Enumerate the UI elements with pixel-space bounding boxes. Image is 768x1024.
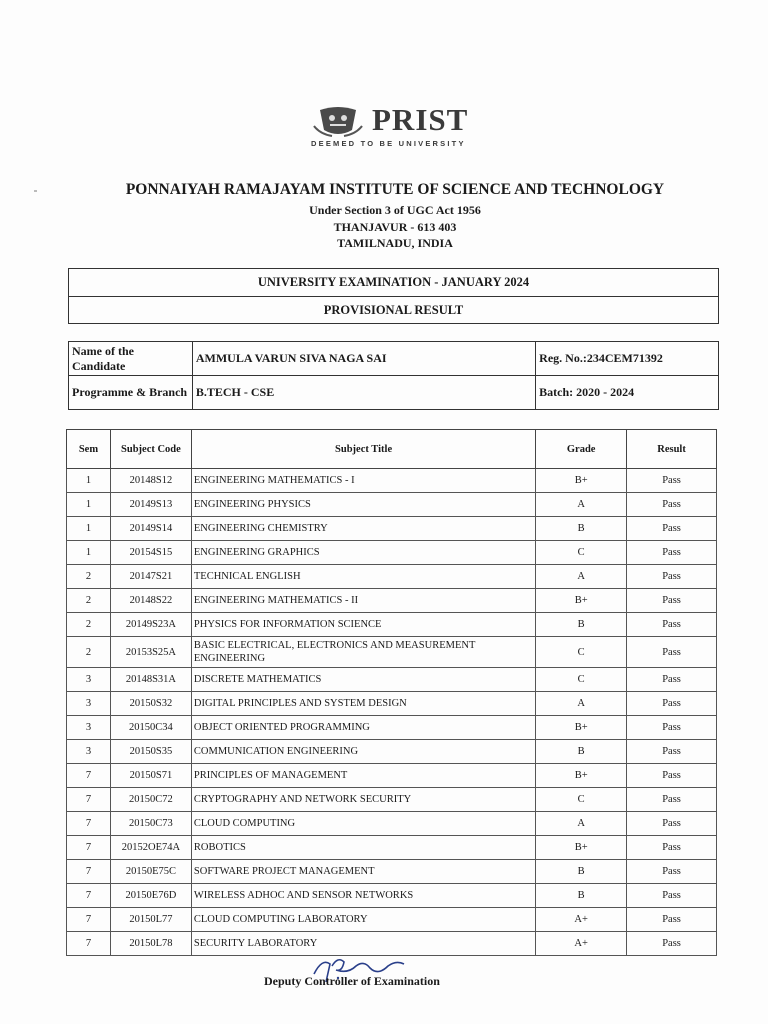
logo-name: PRIST — [372, 102, 469, 137]
grade-cell: B+ — [536, 716, 627, 740]
result-cell: Pass — [627, 860, 717, 884]
subject-title-cell: SECURITY LABORATORY — [191, 932, 535, 956]
subject-title-cell: COMMUNICATION ENGINEERING — [191, 740, 535, 764]
grade-cell: A — [536, 565, 627, 589]
grade-cell: B — [536, 884, 627, 908]
result-row — [67, 908, 717, 932]
results-body — [67, 469, 717, 956]
sem-cell: 7 — [67, 788, 111, 812]
sem-cell: 2 — [67, 565, 111, 589]
subject-title-cell: CLOUD COMPUTING LABORATORY — [191, 908, 535, 932]
programme-value: B.TECH - CSE — [192, 376, 535, 410]
subject-code-cell: 20152OE74A — [110, 836, 191, 860]
subject-code-cell: 20153S25A — [110, 637, 191, 668]
subject-code-cell: 20154S15 — [110, 541, 191, 565]
subject-title-cell: TECHNICAL ENGLISH — [191, 565, 535, 589]
subject-code-cell: 20147S21 — [110, 565, 191, 589]
institution-line-2: THANJAVUR - 613 403 — [333, 220, 457, 234]
subject-code-cell: 20150C34 — [110, 716, 191, 740]
sem-cell: 3 — [67, 716, 111, 740]
subject-title-cell: PRINCIPLES OF MANAGEMENT — [191, 764, 535, 788]
programme-label: Programme & Branch — [69, 376, 193, 410]
result-cell: Pass — [627, 884, 717, 908]
grade-cell: C — [536, 541, 627, 565]
institution-line-1: Under Section 3 of UGC Act 1956 — [309, 203, 481, 217]
result-cell: Pass — [627, 740, 717, 764]
sem-cell: 2 — [67, 589, 111, 613]
result-row — [67, 613, 717, 637]
subject-title-cell: CLOUD COMPUTING — [191, 812, 535, 836]
exam-title: UNIVERSITY EXAMINATION - JANUARY 2024 — [257, 275, 530, 289]
subject-title-cell: ENGINEERING CHEMISTRY — [191, 517, 535, 541]
grade-cell: A — [536, 692, 627, 716]
grade-cell: A+ — [536, 908, 627, 932]
subject-title-cell: CRYPTOGRAPHY AND NETWORK SECURITY — [191, 788, 535, 812]
result-row — [67, 541, 717, 565]
subject-code-cell: 20149S14 — [110, 517, 191, 541]
header-subject-title: Subject Title — [191, 430, 535, 469]
candidate-row-name — [69, 342, 719, 376]
result-cell: Pass — [627, 517, 717, 541]
header-subject-code: Subject Code — [110, 430, 191, 469]
result-cell: Pass — [627, 836, 717, 860]
result-row — [67, 493, 717, 517]
sem-cell: 3 — [67, 740, 111, 764]
subject-code-cell: 20150E75C — [110, 860, 191, 884]
result-row — [67, 565, 717, 589]
subject-code-cell: 20150C73 — [110, 812, 191, 836]
institution-name: PONNAIYAH RAMAJAYAM INSTITUTE OF SCIENCE AND TECHNOLOGY — [125, 181, 665, 198]
subject-title-cell: ENGINEERING GRAPHICS — [191, 541, 535, 565]
sem-cell: 1 — [67, 469, 111, 493]
result-row — [67, 716, 717, 740]
subject-title-cell: BASIC ELECTRICAL, ELECTRONICS AND MEASUREMENT ENGINEERING — [191, 637, 535, 668]
result-row — [67, 469, 717, 493]
subject-code-cell: 20150C72 — [110, 788, 191, 812]
sem-cell: 7 — [67, 884, 111, 908]
prist-logo — [310, 102, 500, 152]
result-cell: Pass — [627, 493, 717, 517]
candidate-name: AMMULA VARUN SIVA NAGA SAI — [192, 342, 535, 376]
result-cell: Pass — [627, 565, 717, 589]
sem-cell: 1 — [67, 493, 111, 517]
grade-cell: B+ — [536, 764, 627, 788]
subject-code-cell: 20149S13 — [110, 493, 191, 517]
result-cell: Pass — [627, 469, 717, 493]
exam-title-box — [68, 268, 719, 324]
sem-cell: 7 — [67, 932, 111, 956]
header-result: Result — [627, 430, 717, 469]
result-cell: Pass — [627, 589, 717, 613]
candidate-row-programme — [69, 376, 719, 410]
sem-cell: 1 — [67, 517, 111, 541]
result-row — [67, 764, 717, 788]
result-cell: Pass — [627, 716, 717, 740]
sem-cell: 3 — [67, 668, 111, 692]
emblem-icon — [310, 104, 366, 140]
subject-title-cell: ENGINEERING MATHEMATICS - I — [191, 469, 535, 493]
grade-cell: B+ — [536, 469, 627, 493]
subject-code-cell: 20149S23A — [110, 613, 191, 637]
sem-cell: 2 — [67, 613, 111, 637]
grade-cell: A+ — [536, 932, 627, 956]
result-cell: Pass — [627, 788, 717, 812]
subject-code-cell: 20148S12 — [110, 469, 191, 493]
signature-label: Deputy Controller of Examination — [264, 974, 440, 988]
grade-cell: B — [536, 860, 627, 884]
grade-cell: B — [536, 517, 627, 541]
result-row — [67, 740, 717, 764]
sem-cell: 7 — [67, 860, 111, 884]
subject-title-cell: WIRELESS ADHOC AND SENSOR NETWORKS — [191, 884, 535, 908]
results-header-row — [67, 430, 717, 469]
subject-title-cell: ROBOTICS — [191, 836, 535, 860]
batch-value: Batch: 2020 - 2024 — [536, 376, 719, 410]
result-row — [67, 668, 717, 692]
grade-cell: A — [536, 493, 627, 517]
candidate-table — [68, 341, 719, 410]
result-row — [67, 836, 717, 860]
institution-line-3: TAMILNADU, INDIA — [337, 236, 453, 250]
sem-cell: 1 — [67, 541, 111, 565]
results-table — [66, 429, 717, 956]
grade-cell: B+ — [536, 836, 627, 860]
grade-cell: B+ — [536, 589, 627, 613]
result-row — [67, 637, 717, 668]
grade-cell: A — [536, 812, 627, 836]
sem-cell: 7 — [67, 908, 111, 932]
result-cell: Pass — [627, 932, 717, 956]
subject-code-cell: 20148S31A — [110, 668, 191, 692]
result-row — [67, 932, 717, 956]
grade-cell: C — [536, 637, 627, 668]
grade-cell: C — [536, 668, 627, 692]
subject-code-cell: 20150S35 — [110, 740, 191, 764]
result-row — [67, 692, 717, 716]
logo-tagline: DEEMED TO BE UNIVERSITY — [311, 139, 466, 148]
result-cell: Pass — [627, 613, 717, 637]
reg-number: Reg. No.:234CEM71392 — [536, 342, 719, 376]
result-row — [67, 788, 717, 812]
subject-title-cell: DISCRETE MATHEMATICS — [191, 668, 535, 692]
result-row — [67, 860, 717, 884]
sem-cell: 7 — [67, 764, 111, 788]
header-sem: Sem — [67, 430, 111, 469]
result-cell: Pass — [627, 692, 717, 716]
result-cell: Pass — [627, 908, 717, 932]
subject-title-cell: OBJECT ORIENTED PROGRAMMING — [191, 716, 535, 740]
sem-cell: 2 — [67, 637, 111, 668]
result-row — [67, 517, 717, 541]
subject-code-cell: 20150E76D — [110, 884, 191, 908]
result-row — [67, 812, 717, 836]
subject-code-cell: 20150S71 — [110, 764, 191, 788]
result-cell: Pass — [627, 764, 717, 788]
exam-subtitle: PROVISIONAL RESULT — [69, 296, 718, 324]
sem-cell: 3 — [67, 692, 111, 716]
subject-title-cell: ENGINEERING PHYSICS — [191, 493, 535, 517]
subject-code-cell: 20148S22 — [110, 589, 191, 613]
result-cell: Pass — [627, 812, 717, 836]
result-cell: Pass — [627, 541, 717, 565]
name-label: Name of the Candidate — [69, 342, 193, 376]
grade-cell: B — [536, 740, 627, 764]
header-grade: Grade — [536, 430, 627, 469]
subject-title-cell: PHYSICS FOR INFORMATION SCIENCE — [191, 613, 535, 637]
subject-title-cell: ENGINEERING MATHEMATICS - II — [191, 589, 535, 613]
subject-code-cell: 20150L77 — [110, 908, 191, 932]
sem-cell: 7 — [67, 812, 111, 836]
grade-cell: B — [536, 613, 627, 637]
result-row — [67, 589, 717, 613]
result-row — [67, 884, 717, 908]
result-cell: Pass — [627, 668, 717, 692]
subject-code-cell: 20150S32 — [110, 692, 191, 716]
subject-title-cell: SOFTWARE PROJECT MANAGEMENT — [191, 860, 535, 884]
sem-cell: 7 — [67, 836, 111, 860]
subject-title-cell: DIGITAL PRINCIPLES AND SYSTEM DESIGN — [191, 692, 535, 716]
result-cell: Pass — [627, 637, 717, 668]
subject-code-cell: 20150L78 — [110, 932, 191, 956]
grade-cell: C — [536, 788, 627, 812]
